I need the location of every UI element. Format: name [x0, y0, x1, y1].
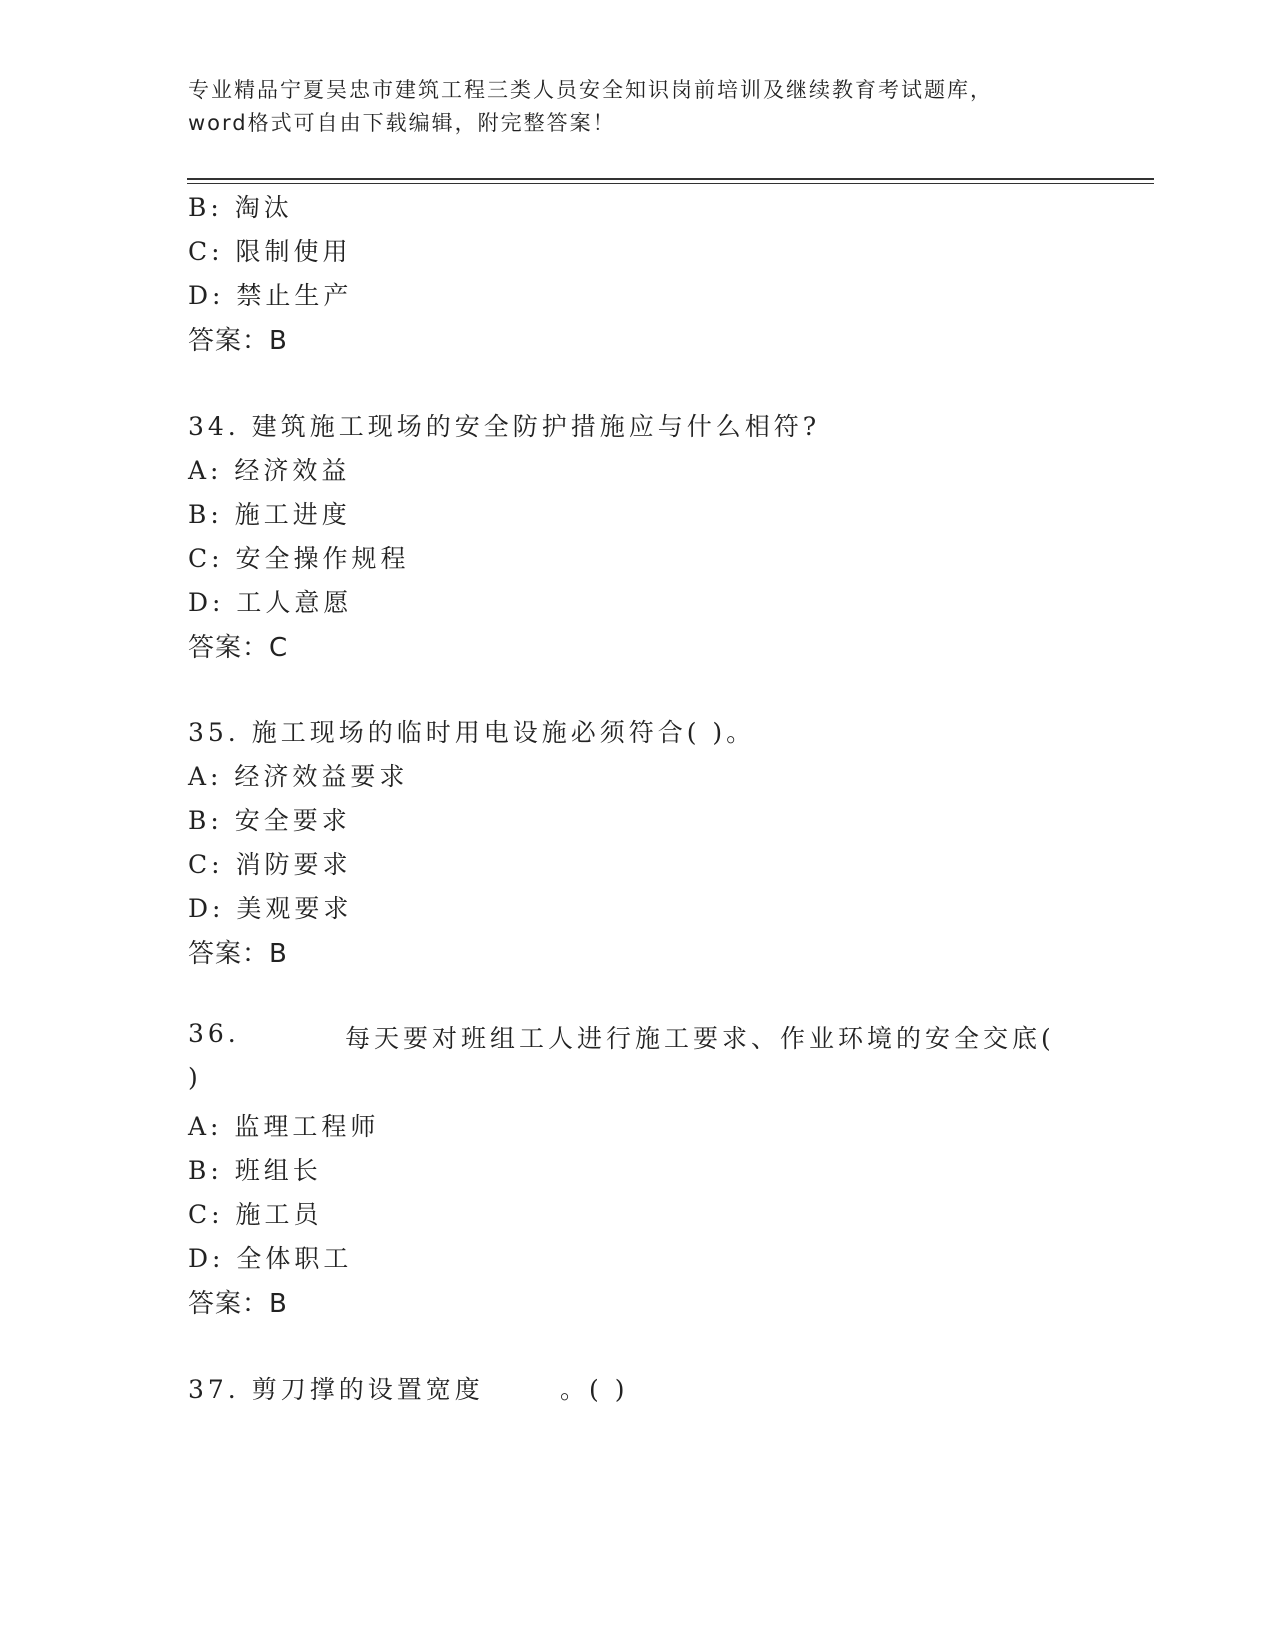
q36-option-b: B: 班组长: [188, 1156, 322, 1185]
q34-option-c: C: 安全操作规程: [188, 544, 410, 573]
q36-option-a: A: 监理工程师: [188, 1112, 380, 1141]
q33-option-d: D: 禁止生产: [188, 281, 353, 310]
q36-question-number: 36.: [188, 1019, 240, 1048]
q35-option-a: A: 经济效益要求: [188, 762, 409, 791]
q33-answer: 答案：B: [188, 326, 288, 356]
q35-option-b: B: 安全要求: [188, 806, 351, 835]
q35-option-d: D: 美观要求: [188, 894, 353, 923]
header-divider-bottom: [187, 183, 1154, 184]
q34-answer: 答案：C: [188, 633, 289, 663]
q35-question: 35. 施工现场的临时用电设施必须符合( )。: [188, 718, 756, 747]
q35-answer: 答案：B: [188, 939, 288, 969]
q34-question: 34. 建筑施工现场的安全防护措施应与什么相符?: [188, 412, 821, 441]
header-title-line-1: 专业精品宁夏吴忠市建筑工程三类人员安全知识岗前培训及继续教育考试题库，: [188, 78, 993, 102]
document-header: [188, 74, 1068, 140]
q34-option-d: D: 工人意愿: [188, 588, 353, 617]
q36-question-continuation: ): [188, 1063, 202, 1092]
q36-answer: 答案：B: [188, 1289, 288, 1319]
q34-option-a: A: 经济效益: [188, 456, 351, 485]
q37-question: 37. 剪刀撑的设置宽度: [188, 1375, 484, 1404]
q33-option-b: B: 淘汰: [188, 193, 293, 222]
q37-question-blank: 。( ): [560, 1375, 629, 1404]
q33-option-c: C: 限制使用: [188, 237, 352, 266]
q36-option-c: C: 施工员: [188, 1200, 323, 1229]
header-title-line-2: word格式可自由下载编辑，附完整答案！: [188, 111, 616, 135]
q36-option-d: D: 全体职工: [188, 1244, 353, 1273]
header-divider-top: [187, 178, 1154, 180]
q36-question-text: 每天要对班组工人进行施工要求、作业环境的安全交底(: [345, 1024, 1055, 1053]
q34-option-b: B: 施工进度: [188, 500, 351, 529]
q35-option-c: C: 消防要求: [188, 850, 352, 879]
